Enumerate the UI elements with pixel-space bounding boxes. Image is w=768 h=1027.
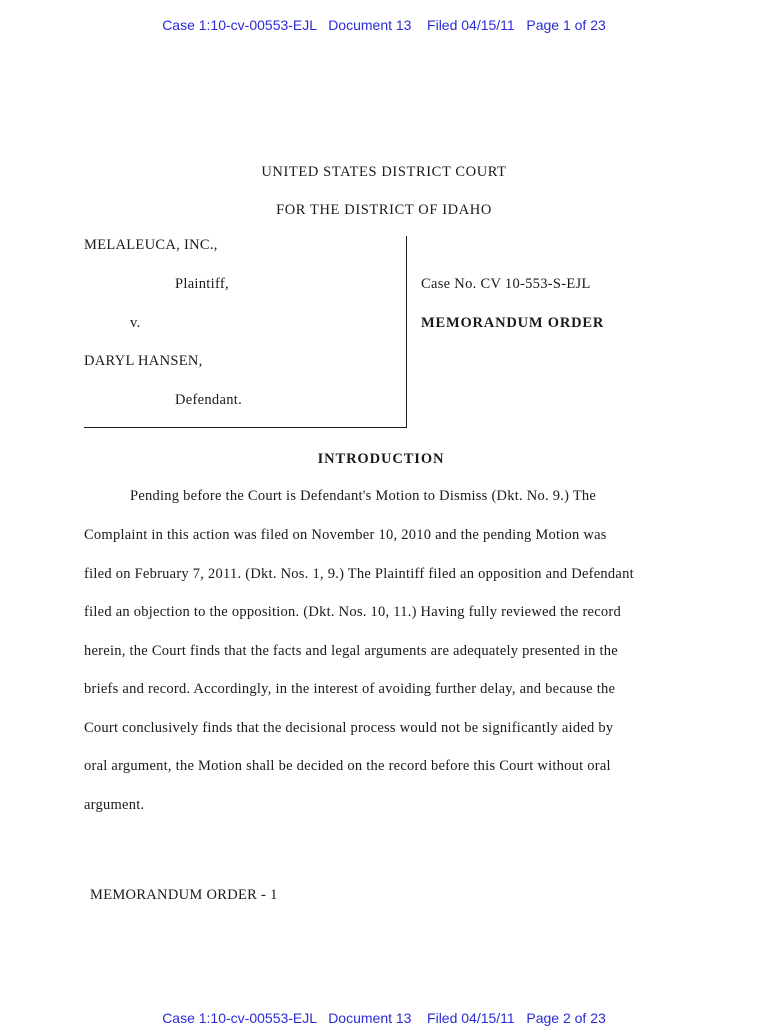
- caption-divider-horizontal: [84, 427, 407, 428]
- document-title: MEMORANDUM ORDER: [421, 315, 605, 331]
- defendant-role: Defendant.: [175, 392, 243, 408]
- body-line: argument.: [84, 797, 145, 813]
- body-line: Court conclusively finds that the decisional process would not be significantly aided by: [84, 720, 614, 736]
- court-title: UNITED STATES DISTRICT COURT: [261, 164, 507, 180]
- body-line: filed on February 7, 2011. (Dkt. Nos. 1, 9.) The Plaintiff filed an opposition and Defendant: [84, 566, 634, 582]
- body-line: herein, the Court finds that the facts and legal arguments are adequately presented in the: [84, 643, 618, 659]
- body-line: filed an objection to the opposition. (Dkt. Nos. 10, 11.) Having fully reviewed the record: [84, 604, 621, 620]
- next-page-filing-stamp: Case 1:10-cv-00553-EJL Document 13 Filed 04/15/11 Page 2 of 23: [162, 1010, 606, 1026]
- body-line: oral argument, the Motion shall be decided on the record before this Court without oral: [84, 758, 611, 774]
- versus: v.: [130, 315, 141, 331]
- header-filing-stamp: Case 1:10-cv-00553-EJL Document 13 Filed 04/15/11 Page 1 of 23: [162, 17, 606, 33]
- plaintiff-role: Plaintiff,: [175, 276, 229, 292]
- case-number: Case No. CV 10-553-S-EJL: [421, 276, 591, 292]
- page-footer: MEMORANDUM ORDER - 1: [90, 887, 278, 903]
- plaintiff-name: MELALEUCA, INC.,: [84, 237, 218, 253]
- court-district: FOR THE DISTRICT OF IDAHO: [276, 202, 492, 218]
- body-line: Pending before the Court is Defendant's Motion to Dismiss (Dkt. No. 9.) The: [130, 488, 597, 504]
- section-heading: INTRODUCTION: [317, 451, 445, 467]
- body-line: briefs and record. Accordingly, in the interest of avoiding further delay, and because the: [84, 681, 616, 697]
- caption-divider-vertical: [406, 236, 407, 428]
- body-line: Complaint in this action was filed on November 10, 2010 and the pending Motion was: [84, 527, 607, 543]
- defendant-name: DARYL HANSEN,: [84, 353, 203, 369]
